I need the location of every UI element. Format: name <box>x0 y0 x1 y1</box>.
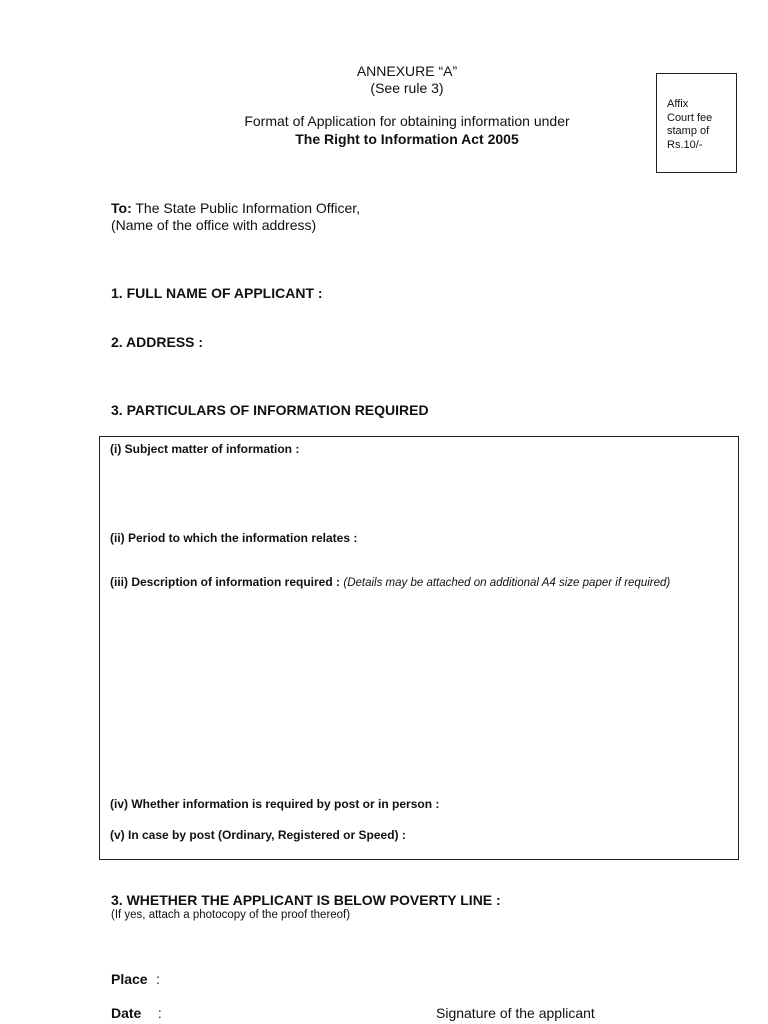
date-colon: : <box>157 1005 162 1021</box>
place-label: Place <box>111 971 148 987</box>
recipient-line <box>111 200 360 216</box>
poverty-line-heading: 3. WHETHER THE APPLICANT IS BELOW POVERTY LINE : <box>111 892 501 908</box>
stamp-line: Affix <box>667 98 689 110</box>
stamp-text <box>667 98 712 152</box>
place-colon: : <box>156 971 160 987</box>
poverty-line-note: (If yes, attach a photocopy of the proof thereof) <box>111 909 351 921</box>
court-fee-stamp-box <box>656 73 737 173</box>
date-field <box>111 1005 162 1023</box>
full-name-field: 1. FULL NAME OF APPLICANT : <box>111 285 323 301</box>
office-line: (Name of the office with address) <box>111 217 317 233</box>
period-field: (ii) Period to which the information relates : <box>110 531 358 545</box>
particulars-box <box>99 436 739 860</box>
post-type-field: (v) In case by post (Ordinary, Registered or Speed) : <box>110 828 406 842</box>
to-label: To: <box>111 200 132 216</box>
date-label: Date <box>111 1005 142 1021</box>
address-field: 2. ADDRESS : <box>111 334 204 350</box>
place-field <box>111 971 160 989</box>
format-line: Format of Application for obtaining information under <box>244 113 570 129</box>
signature-label: Signature of the applicant <box>436 1005 595 1021</box>
annexure-title: ANNEXURE “A” <box>356 63 458 79</box>
stamp-line: Rs.10/- <box>667 138 703 151</box>
subject-matter-field: (i) Subject matter of information : <box>110 442 300 456</box>
post-or-person-field: (iv) Whether information is required by post or in person : <box>110 797 440 811</box>
description-label: (iii) Description of information required : <box>110 575 341 589</box>
stamp-line: stamp of <box>667 125 710 137</box>
particulars-heading: 3. PARTICULARS OF INFORMATION REQUIRED <box>111 402 429 418</box>
see-rule: (See rule 3) <box>370 80 444 96</box>
description-note: (Details may be attached on additional A4 size paper if required) <box>343 577 671 589</box>
act-title: The Right to Information Act 2005 <box>295 131 519 147</box>
to-value: The State Public Information Officer, <box>135 200 361 216</box>
description-field <box>110 575 670 589</box>
stamp-line: Court fee <box>667 111 713 124</box>
